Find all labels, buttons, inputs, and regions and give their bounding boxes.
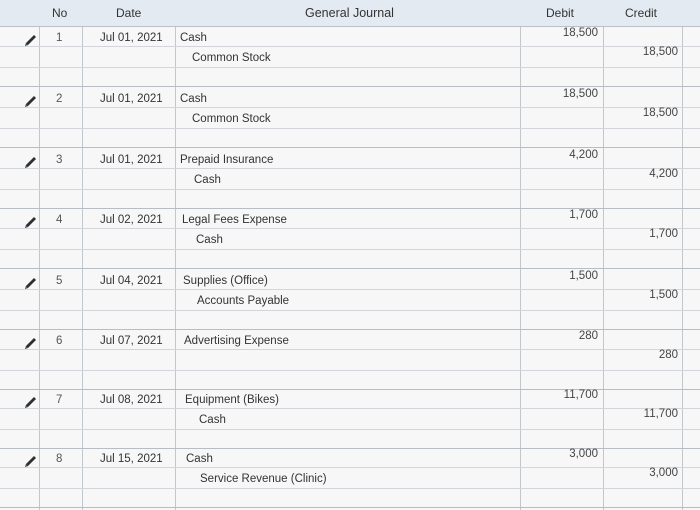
pencil-icon bbox=[22, 155, 40, 171]
debit-account: Legal Fees Expense bbox=[182, 214, 287, 226]
header-debit: Debit bbox=[546, 6, 575, 20]
entry-date: Jul 01, 2021 bbox=[100, 154, 163, 166]
edit-entry-button[interactable] bbox=[22, 276, 40, 292]
credit-account: Common Stock bbox=[192, 113, 271, 125]
debit-account: Advertising Expense bbox=[184, 335, 289, 347]
debit-account: Prepaid Insurance bbox=[180, 154, 274, 166]
pencil-icon bbox=[22, 454, 40, 470]
header-credit: Credit bbox=[625, 6, 658, 20]
pencil-icon bbox=[22, 276, 40, 292]
credit-account: Cash bbox=[194, 174, 221, 186]
credit-account: Cash bbox=[199, 414, 226, 426]
edit-entry-button[interactable] bbox=[22, 336, 40, 352]
entry-number: 8 bbox=[56, 453, 63, 465]
journal-entry bbox=[0, 270, 700, 330]
entry-date: Jul 15, 2021 bbox=[100, 453, 163, 465]
debit-amount: 1,700 bbox=[569, 209, 598, 221]
edit-entry-button[interactable] bbox=[22, 155, 40, 171]
entry-number: 4 bbox=[56, 214, 63, 226]
pencil-icon bbox=[22, 395, 40, 411]
entry-number: 5 bbox=[56, 275, 63, 287]
edit-entry-button[interactable] bbox=[22, 395, 40, 411]
entry-number: 6 bbox=[56, 335, 63, 347]
debit-amount: 18,500 bbox=[562, 27, 598, 39]
debit-amount: 280 bbox=[578, 330, 598, 342]
debit-account: Cash bbox=[186, 453, 213, 465]
entry-date: Jul 01, 2021 bbox=[100, 32, 163, 44]
journal-entry bbox=[0, 448, 700, 508]
credit-amount: 1,500 bbox=[649, 289, 678, 301]
entry-date: Jul 04, 2021 bbox=[100, 275, 163, 287]
credit-amount: 3,000 bbox=[649, 467, 678, 479]
debit-amount: 1,500 bbox=[569, 270, 598, 282]
credit-amount: 18,500 bbox=[642, 46, 678, 58]
journal-entry bbox=[0, 149, 700, 209]
debit-amount: 18,500 bbox=[562, 88, 598, 100]
table-header bbox=[0, 0, 700, 27]
credit-amount: 4,200 bbox=[649, 168, 678, 180]
edit-entry-button[interactable] bbox=[22, 94, 40, 110]
debit-account: Cash bbox=[180, 32, 207, 44]
header-date: Date bbox=[116, 6, 142, 20]
edit-entry-button[interactable] bbox=[22, 215, 40, 231]
edit-entry-button[interactable] bbox=[22, 33, 40, 49]
journal-entry bbox=[0, 389, 700, 449]
entry-date: Jul 08, 2021 bbox=[100, 394, 163, 406]
header-no: No bbox=[52, 6, 68, 20]
debit-amount: 4,200 bbox=[569, 149, 598, 161]
journal-entry bbox=[0, 27, 700, 87]
journal-entry bbox=[0, 209, 700, 269]
credit-amount: 1,700 bbox=[649, 228, 678, 240]
pencil-icon bbox=[22, 215, 40, 231]
entry-number: 7 bbox=[56, 394, 63, 406]
credit-account: Common Stock bbox=[192, 52, 271, 64]
pencil-icon bbox=[22, 336, 40, 352]
credit-amount: 18,500 bbox=[642, 107, 678, 119]
debit-account: Supplies (Office) bbox=[183, 275, 268, 287]
credit-amount: 11,700 bbox=[643, 408, 678, 420]
journal-entry bbox=[0, 88, 700, 148]
edit-entry-button[interactable] bbox=[22, 454, 40, 470]
header-title: General Journal bbox=[305, 6, 394, 20]
entry-date: Jul 01, 2021 bbox=[100, 93, 163, 105]
debit-account: Equipment (Bikes) bbox=[185, 394, 279, 406]
entry-number: 2 bbox=[56, 93, 63, 105]
pencil-icon bbox=[22, 94, 40, 110]
debit-amount: 11,700 bbox=[563, 389, 598, 401]
credit-account: Accounts Payable bbox=[197, 295, 290, 307]
entry-date: Jul 07, 2021 bbox=[100, 335, 163, 347]
credit-amount: 280 bbox=[658, 349, 678, 361]
credit-account: Cash bbox=[196, 234, 223, 246]
entry-number: 1 bbox=[56, 32, 63, 44]
entry-number: 3 bbox=[56, 154, 63, 166]
pencil-icon bbox=[22, 33, 40, 49]
credit-account: Service Revenue (Clinic) bbox=[200, 473, 327, 485]
debit-account: Cash bbox=[180, 93, 207, 105]
debit-amount: 3,000 bbox=[569, 448, 598, 460]
entry-date: Jul 02, 2021 bbox=[100, 214, 163, 226]
journal-entry bbox=[0, 330, 700, 390]
